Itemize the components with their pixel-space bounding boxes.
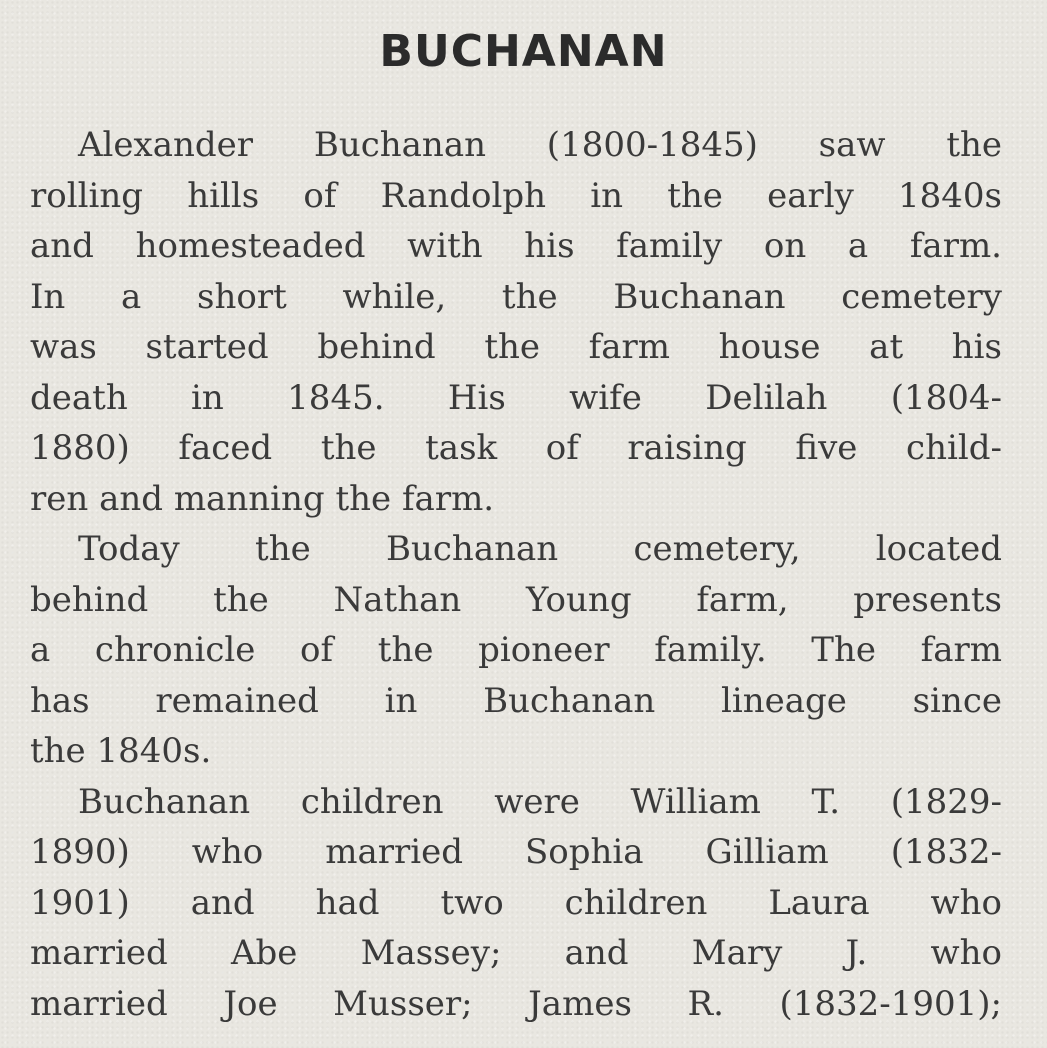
text-line: was started behind the farm house at his <box>30 327 1002 367</box>
text-line: married Abe Massey; and Mary J. who <box>30 933 1002 973</box>
text-line: behind the Nathan Young farm, presents <box>30 579 1002 620</box>
document-title: BUCHANAN <box>379 26 668 77</box>
text-line: has remained in Buchanan lineage since <box>30 680 1002 721</box>
text-line: rolling hills of Randolph in the early 1840s <box>30 175 1002 216</box>
text-line: In a short while, the Buchanan cemetery <box>30 276 1002 317</box>
text-line: Buchanan children were William T. (1829- <box>78 781 1002 822</box>
text-line: married Joe Musser; James R. (1832-1901); <box>30 983 1002 1024</box>
text-line: a chronicle of the pioneer family. The farm <box>30 630 1002 670</box>
text-line: 1880) faced the task of raising five child- <box>30 428 1002 468</box>
text-line: Today the Buchanan cemetery, located <box>78 529 1002 569</box>
text-line: the 1840s. <box>30 731 212 771</box>
text-line: ren and manning the farm. <box>30 478 495 519</box>
text-line: 1890) who married Sophia Gilliam (1832- <box>30 832 1002 872</box>
text-line: 1901) and had two children Laura who <box>30 882 1002 923</box>
text-line: death in 1845. His wife Delilah (1804- <box>30 377 1002 418</box>
text-line: and homesteaded with his family on a farm. <box>30 226 1002 266</box>
document-body <box>30 120 1002 1029</box>
text-line: Alexander Buchanan (1800-1845) saw the <box>78 125 1002 165</box>
